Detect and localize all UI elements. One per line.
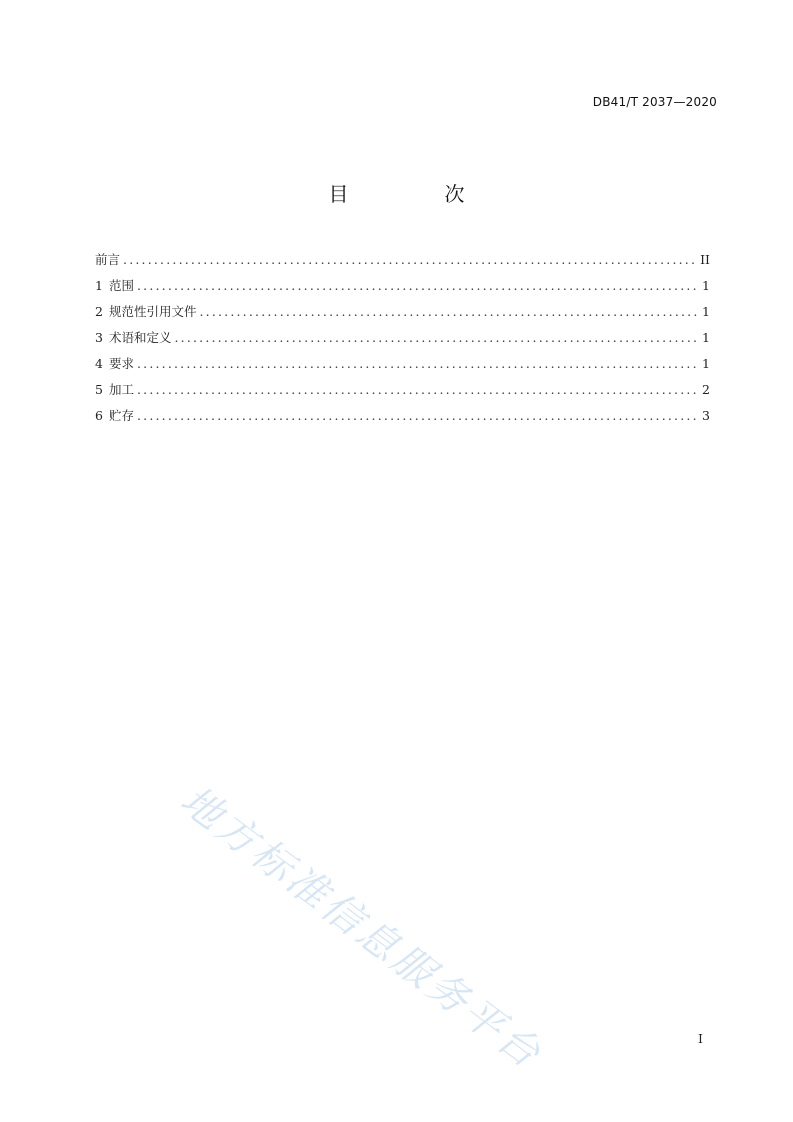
toc-entry-label: 5 加工 (95, 382, 134, 397)
toc-title: 目 次 (328, 182, 503, 206)
toc-leader-dots (137, 408, 698, 423)
toc-leader-dots (137, 382, 698, 397)
toc-entry-normative-references[interactable] (95, 302, 710, 328)
table-of-contents (95, 250, 710, 432)
toc-leader-dots (174, 330, 698, 345)
toc-entry-number: 5 (95, 382, 103, 397)
document-code: DB41/T 2037—2020 (592, 95, 717, 109)
toc-entry-page: 1 (702, 356, 710, 371)
toc-entry-page: II (700, 252, 710, 267)
toc-entry-number: 1 (95, 278, 103, 293)
toc-entry-number: 3 (95, 330, 103, 345)
toc-leader-dots (137, 356, 698, 371)
toc-entry-requirements[interactable] (95, 354, 710, 380)
toc-entry-number: 6 (95, 408, 103, 423)
toc-entry-label: 2 规范性引用文件 (95, 304, 197, 319)
page-number: I (698, 1031, 703, 1046)
toc-entry-number: 2 (95, 304, 103, 319)
toc-entry-terms-definitions[interactable] (95, 328, 710, 354)
toc-entry-page: 1 (702, 304, 710, 319)
toc-entry-page: 3 (702, 408, 710, 423)
toc-leader-dots (137, 278, 698, 293)
toc-entry-page: 1 (702, 330, 710, 345)
toc-entry-number: 4 (95, 356, 103, 371)
toc-entry-page: 2 (702, 382, 710, 397)
toc-entry-label: 1 范围 (95, 278, 134, 293)
toc-entry-label: 前言 (95, 252, 121, 267)
toc-leader-dots (199, 304, 698, 319)
toc-entry-storage[interactable] (95, 406, 710, 432)
toc-entry-foreword[interactable] (95, 250, 710, 276)
toc-entry-scope[interactable] (95, 276, 710, 302)
watermark: 地方标准信息服务平台 (171, 777, 551, 1079)
toc-entry-page: 1 (702, 278, 710, 293)
toc-entry-label: 6 贮存 (95, 408, 134, 423)
toc-leader-dots (123, 252, 696, 267)
toc-entry-processing[interactable] (95, 380, 710, 406)
toc-entry-label: 4 要求 (95, 356, 134, 371)
toc-entry-label: 3 术语和定义 (95, 330, 172, 345)
